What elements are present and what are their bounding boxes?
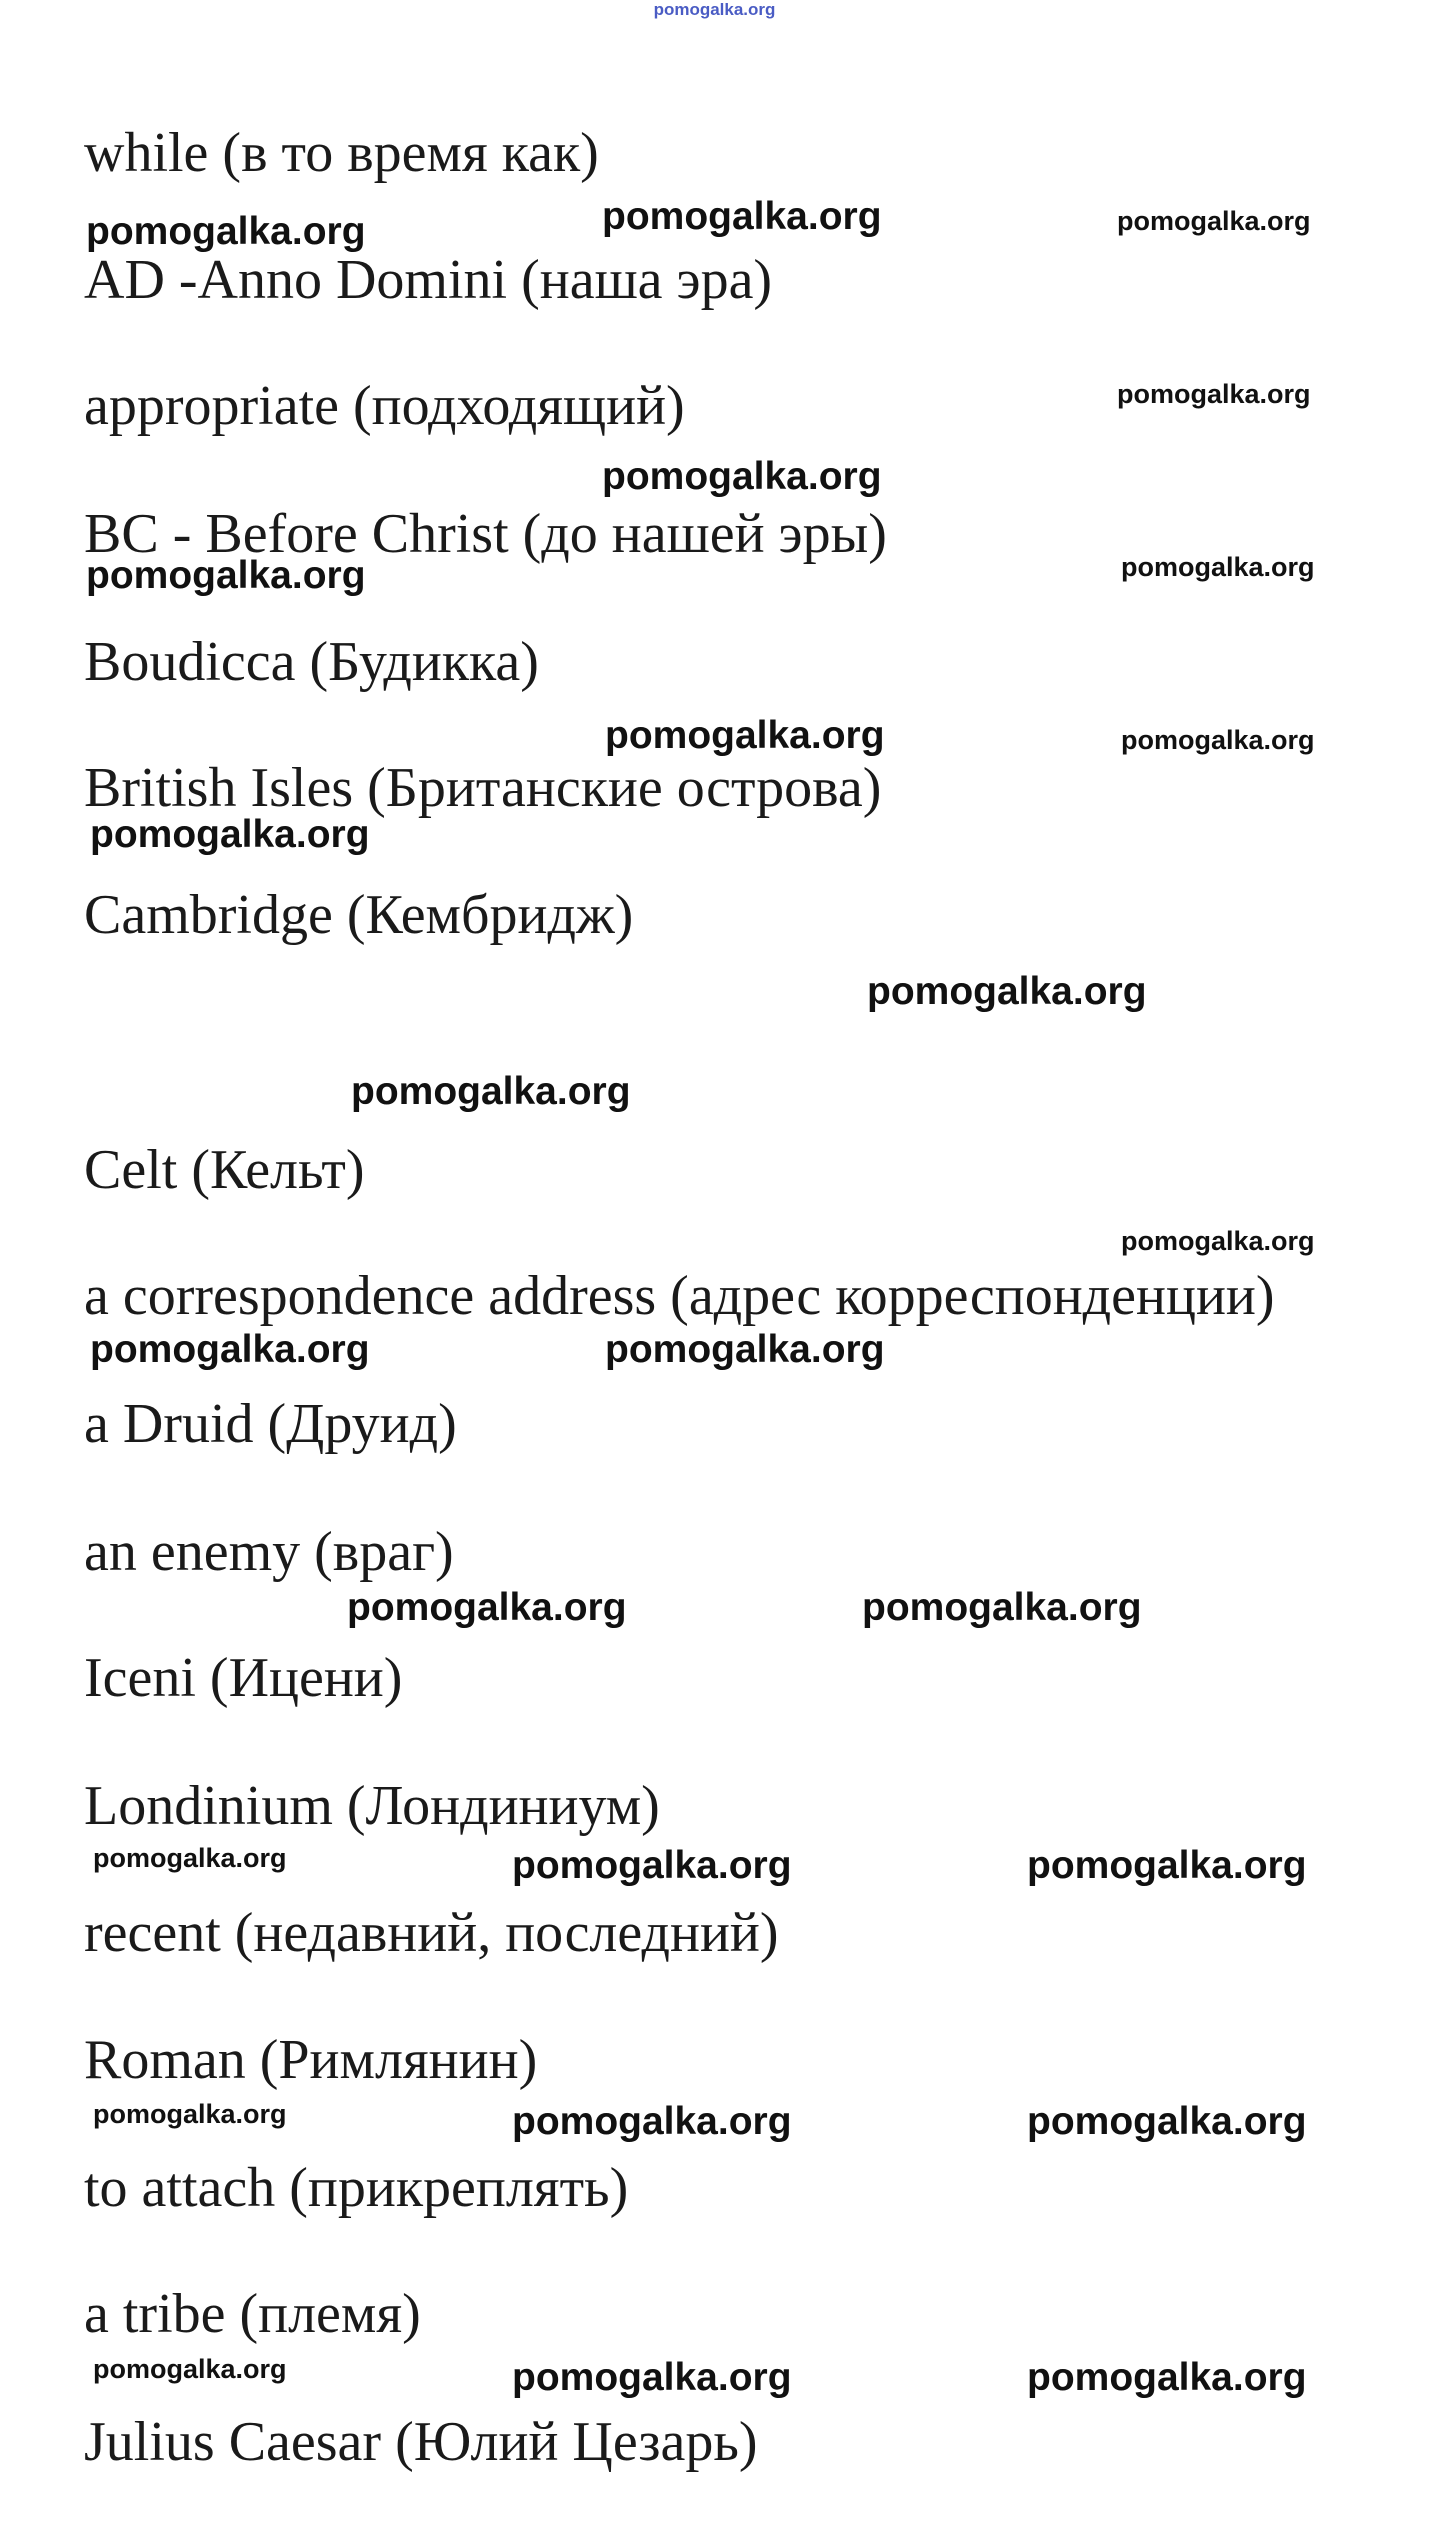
vocab-entry: recent (недавний, последний)	[84, 1902, 779, 1964]
watermark: pomogalka.org	[1121, 552, 1315, 582]
watermark: pomogalka.org	[1027, 2356, 1307, 2399]
vocab-entry: appropriate (подходящий)	[84, 375, 685, 437]
watermark: pomogalka.org	[86, 554, 366, 597]
watermark: pomogalka.org	[1027, 1844, 1307, 1887]
watermark: pomogalka.org	[512, 2100, 792, 2143]
watermark: pomogalka.org	[602, 455, 882, 498]
vocab-entry: an enemy (враг)	[84, 1521, 454, 1583]
watermark: pomogalka.org	[1117, 379, 1311, 409]
vocab-entry: AD -Anno Domini (наша эра)	[84, 249, 773, 311]
watermark: pomogalka.org	[602, 195, 882, 238]
watermark: pomogalka.org	[93, 1843, 287, 1873]
watermark: pomogalka.org	[512, 2356, 792, 2399]
site-mark[interactable]: pomogalka.org	[653, 0, 776, 19]
vocab-entry: Boudicca (Будикка)	[84, 631, 539, 693]
watermark: pomogalka.org	[1027, 2100, 1307, 2143]
watermark: pomogalka.org	[862, 1586, 1142, 1629]
vocab-entry: while (в то время как)	[84, 122, 599, 184]
watermark: pomogalka.org	[93, 2354, 287, 2384]
vocab-entry: Celt (Кельт)	[84, 1139, 365, 1201]
watermark: pomogalka.org	[1121, 1226, 1315, 1256]
vocab-entry: Iceni (Ицени)	[84, 1647, 403, 1709]
watermark: pomogalka.org	[351, 1070, 631, 1113]
watermark: pomogalka.org	[1121, 725, 1315, 755]
watermark: pomogalka.org	[867, 970, 1147, 1013]
watermark: pomogalka.org	[605, 1328, 885, 1371]
watermark: pomogalka.org	[605, 714, 885, 757]
vocab-entry: Cambridge (Кембридж)	[84, 884, 634, 946]
watermark: pomogalka.org	[86, 210, 366, 253]
vocab-entry: a tribe (племя)	[84, 2283, 421, 2345]
watermark: pomogalka.org	[347, 1586, 627, 1629]
watermark: pomogalka.org	[90, 813, 370, 856]
vocab-entry: a correspondence address (адрес корреспонденции)	[84, 1265, 1275, 1327]
vocab-entry: Julius Caesar (Юлий Цезарь)	[84, 2411, 758, 2473]
vocab-entry: BC - Before Christ (до нашей эры)	[84, 503, 887, 565]
watermark: pomogalka.org	[512, 1844, 792, 1887]
vocab-entry: Londinium (Лондиниум)	[84, 1775, 660, 1837]
vocab-entry: Roman (Римлянин)	[84, 2029, 538, 2091]
watermark: pomogalka.org	[90, 1328, 370, 1371]
watermark: pomogalka.org	[93, 2099, 287, 2129]
vocab-entry: a Druid (Друид)	[84, 1393, 457, 1455]
vocab-entry: British Isles (Британские острова)	[84, 757, 882, 819]
vocab-entry: to attach (прикреплять)	[84, 2157, 629, 2219]
watermark: pomogalka.org	[1117, 206, 1311, 236]
